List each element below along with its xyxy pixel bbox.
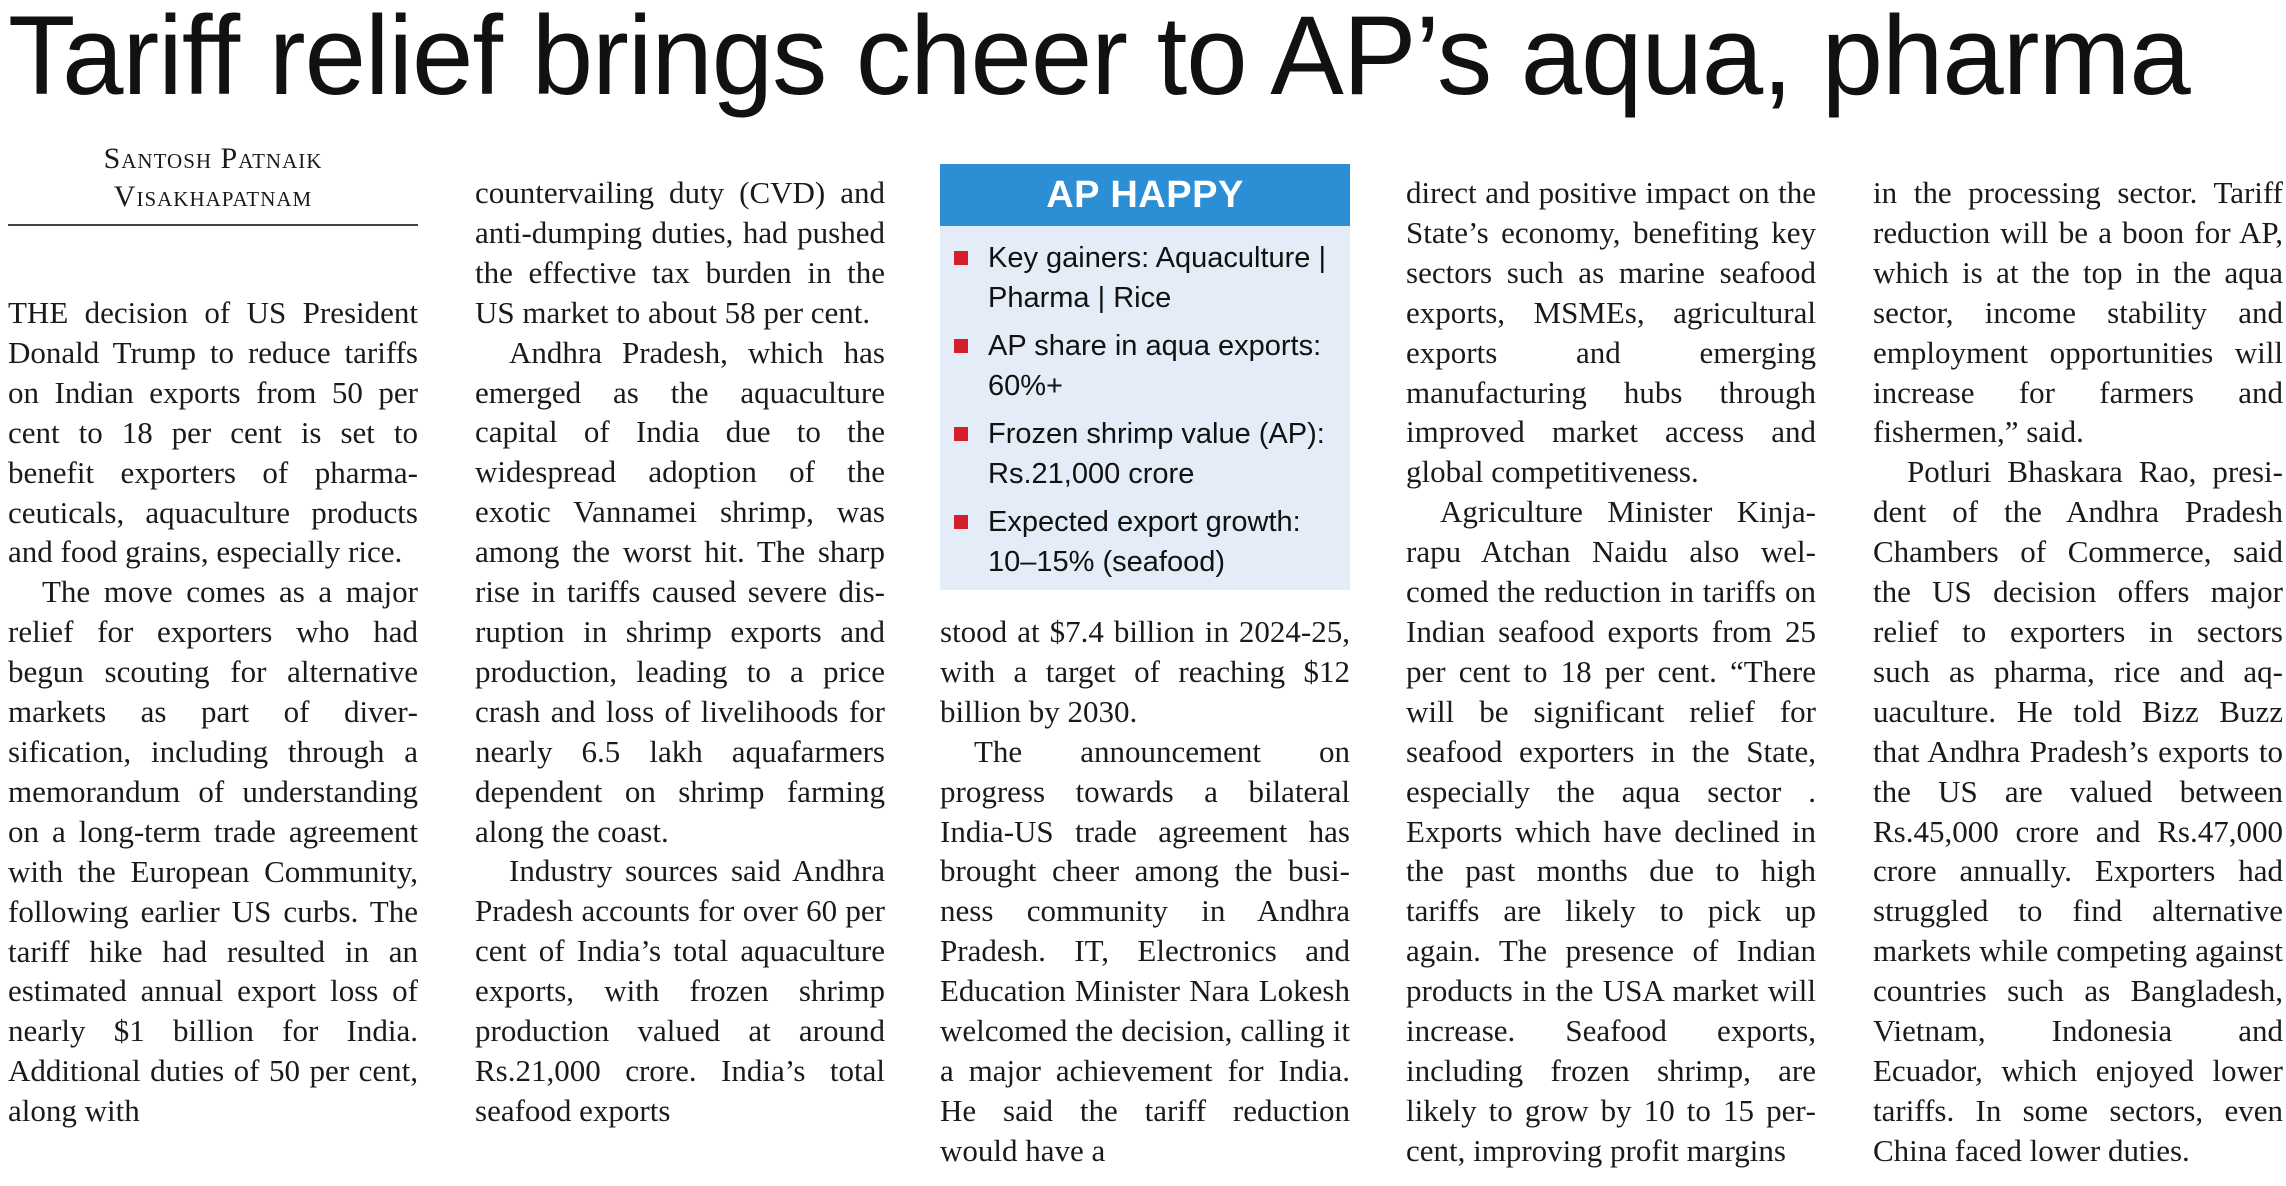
sidebar-item-text: Frozen shrimp value (AP): Rs.21,000 crore <box>988 418 1325 490</box>
article-column-3 <box>940 612 1350 1171</box>
square-bullet-icon <box>954 339 968 353</box>
paragraph: countervailing duty (CVD) and anti-dumping duties, had pushed the effective tax burden in the US market to about 58 per cent. <box>475 175 885 330</box>
paragraph: Andhra Pradesh, which has emerged as the aquaculture capital of India due to the widespread adoption of the exotic Vannamei shrimp, was among the worst hit. The sharp rise in tariffs caused severe disruption in shrimp exports and production, leading to a price crash and loss of livelihoods for nearly 6.5 lakh aquafarmers dependent on shrimp farming along the coast. <box>475 334 885 849</box>
article-column-1 <box>8 293 418 1131</box>
sidebar-item-text: Expected export growth: 10–15% (seafood) <box>988 506 1301 578</box>
sidebar-list <box>940 226 1350 582</box>
sidebar-item-text: Key gainers: Aquaculture | Pharma | Rice <box>988 242 1327 314</box>
headline: Tariff relief brings cheer to AP’s aqua, pharma <box>8 0 2190 118</box>
byline-location: Visakhapatnam <box>113 180 313 213</box>
sidebar-item <box>954 238 1340 318</box>
sidebar-item <box>954 326 1340 406</box>
paragraph: The move comes as a major relief for exporters who had begun scouting for alternative markets as part of diversification, including through a memorandum of understanding on a long-term trade agreement with the European Community, following earlier US curbs. The tariff hike had resulted in an estimated annual export loss of nearly $1 billion for India. Additional duties of 50 per cent, along with <box>8 574 418 1129</box>
paragraph: Potluri Bhaskara Rao, president of the Andhra Pradesh Chambers of Commerce, said the US decision offers major relief to exporters in sectors such as pharma, rice and aquaculture. He told Bizz Buzz that Andhra Pradesh’s exports to the US are valued between Rs.45,000 crore and Rs.47,000 crore annually. Exporters had struggled to find alternative markets while competing against countries such as Bangladesh, Vietnam, Indonesia and Ecuador, which enjoyed lower tariffs. In some sectors, even China faced lower duties. <box>1873 454 2283 1168</box>
paragraph: Agriculture Minister Kinjarapu Atchan Naidu also welcomed the reduction in tariffs on Indian seafood exports from 25 per cent to 18 per cent. “There will be significant relief for seafood exporters in the State, especially the aqua sector . Exports which have declined in the past months due to high tariffs are likely to pick up again. The presence of Indian products in the USA market will increase. Seafood exports, including frozen shrimp, are likely to grow by 10 to 15 percent, improving profit margins <box>1406 494 1816 1168</box>
paragraph: in the processing sector. Tariff reduction will be a boon for AP, which is at the top in the aqua sector, income stability and employment opportunities will increase for farmers and fishermen,” said. <box>1873 175 2283 450</box>
sidebar-item-text: AP share in aqua exports: 60%+ <box>988 330 1322 402</box>
sidebar-item <box>954 414 1340 494</box>
paragraph: Industry sources said Andhra Pradesh accounts for over 60 per cent of India’s total aquaculture exports, with frozen shrimp production valued at around Rs.21,000 crore. India’s total seafood exports <box>475 853 885 1128</box>
article-column-4 <box>1406 173 1816 1171</box>
byline <box>8 140 418 216</box>
byline-author: Santosh Patnaik <box>103 142 323 175</box>
article-column-5 <box>1873 173 2283 1171</box>
article-column-2 <box>475 173 885 1131</box>
square-bullet-icon <box>954 251 968 265</box>
sidebar-item <box>954 502 1340 582</box>
ap-happy-sidebar <box>940 164 1350 590</box>
square-bullet-icon <box>954 427 968 441</box>
paragraph: direct and positive impact on the State’s economy, benefiting key sectors such as marine seafood exports, MSMEs, agricultural exports and emerging manufacturing hubs through improved market access and global competitiveness. <box>1406 175 1816 490</box>
paragraph: stood at $7.4 billion in 2024-25, with a target of reaching $12 billion by 2030. <box>940 614 1350 729</box>
paragraph: The announcement on progress towards a bilateral India-US trade agreement has brought cheer among the business community in Andhra Pradesh. IT, Electronics and Education Minister Nara Lokesh welcomed the decision, calling it a major achievement for India. He said the tariff reduction would have a <box>940 733 1350 1168</box>
square-bullet-icon <box>954 515 968 529</box>
sidebar-title: AP HAPPY <box>940 164 1350 226</box>
paragraph: THE decision of US President Donald Trump to reduce tariffs on Indian exports from 50 per cent to 18 per cent is set to benefit exporters of pharmaceuticals, aquaculture products and food grains, especially rice. <box>8 295 418 570</box>
byline-divider <box>8 224 418 226</box>
